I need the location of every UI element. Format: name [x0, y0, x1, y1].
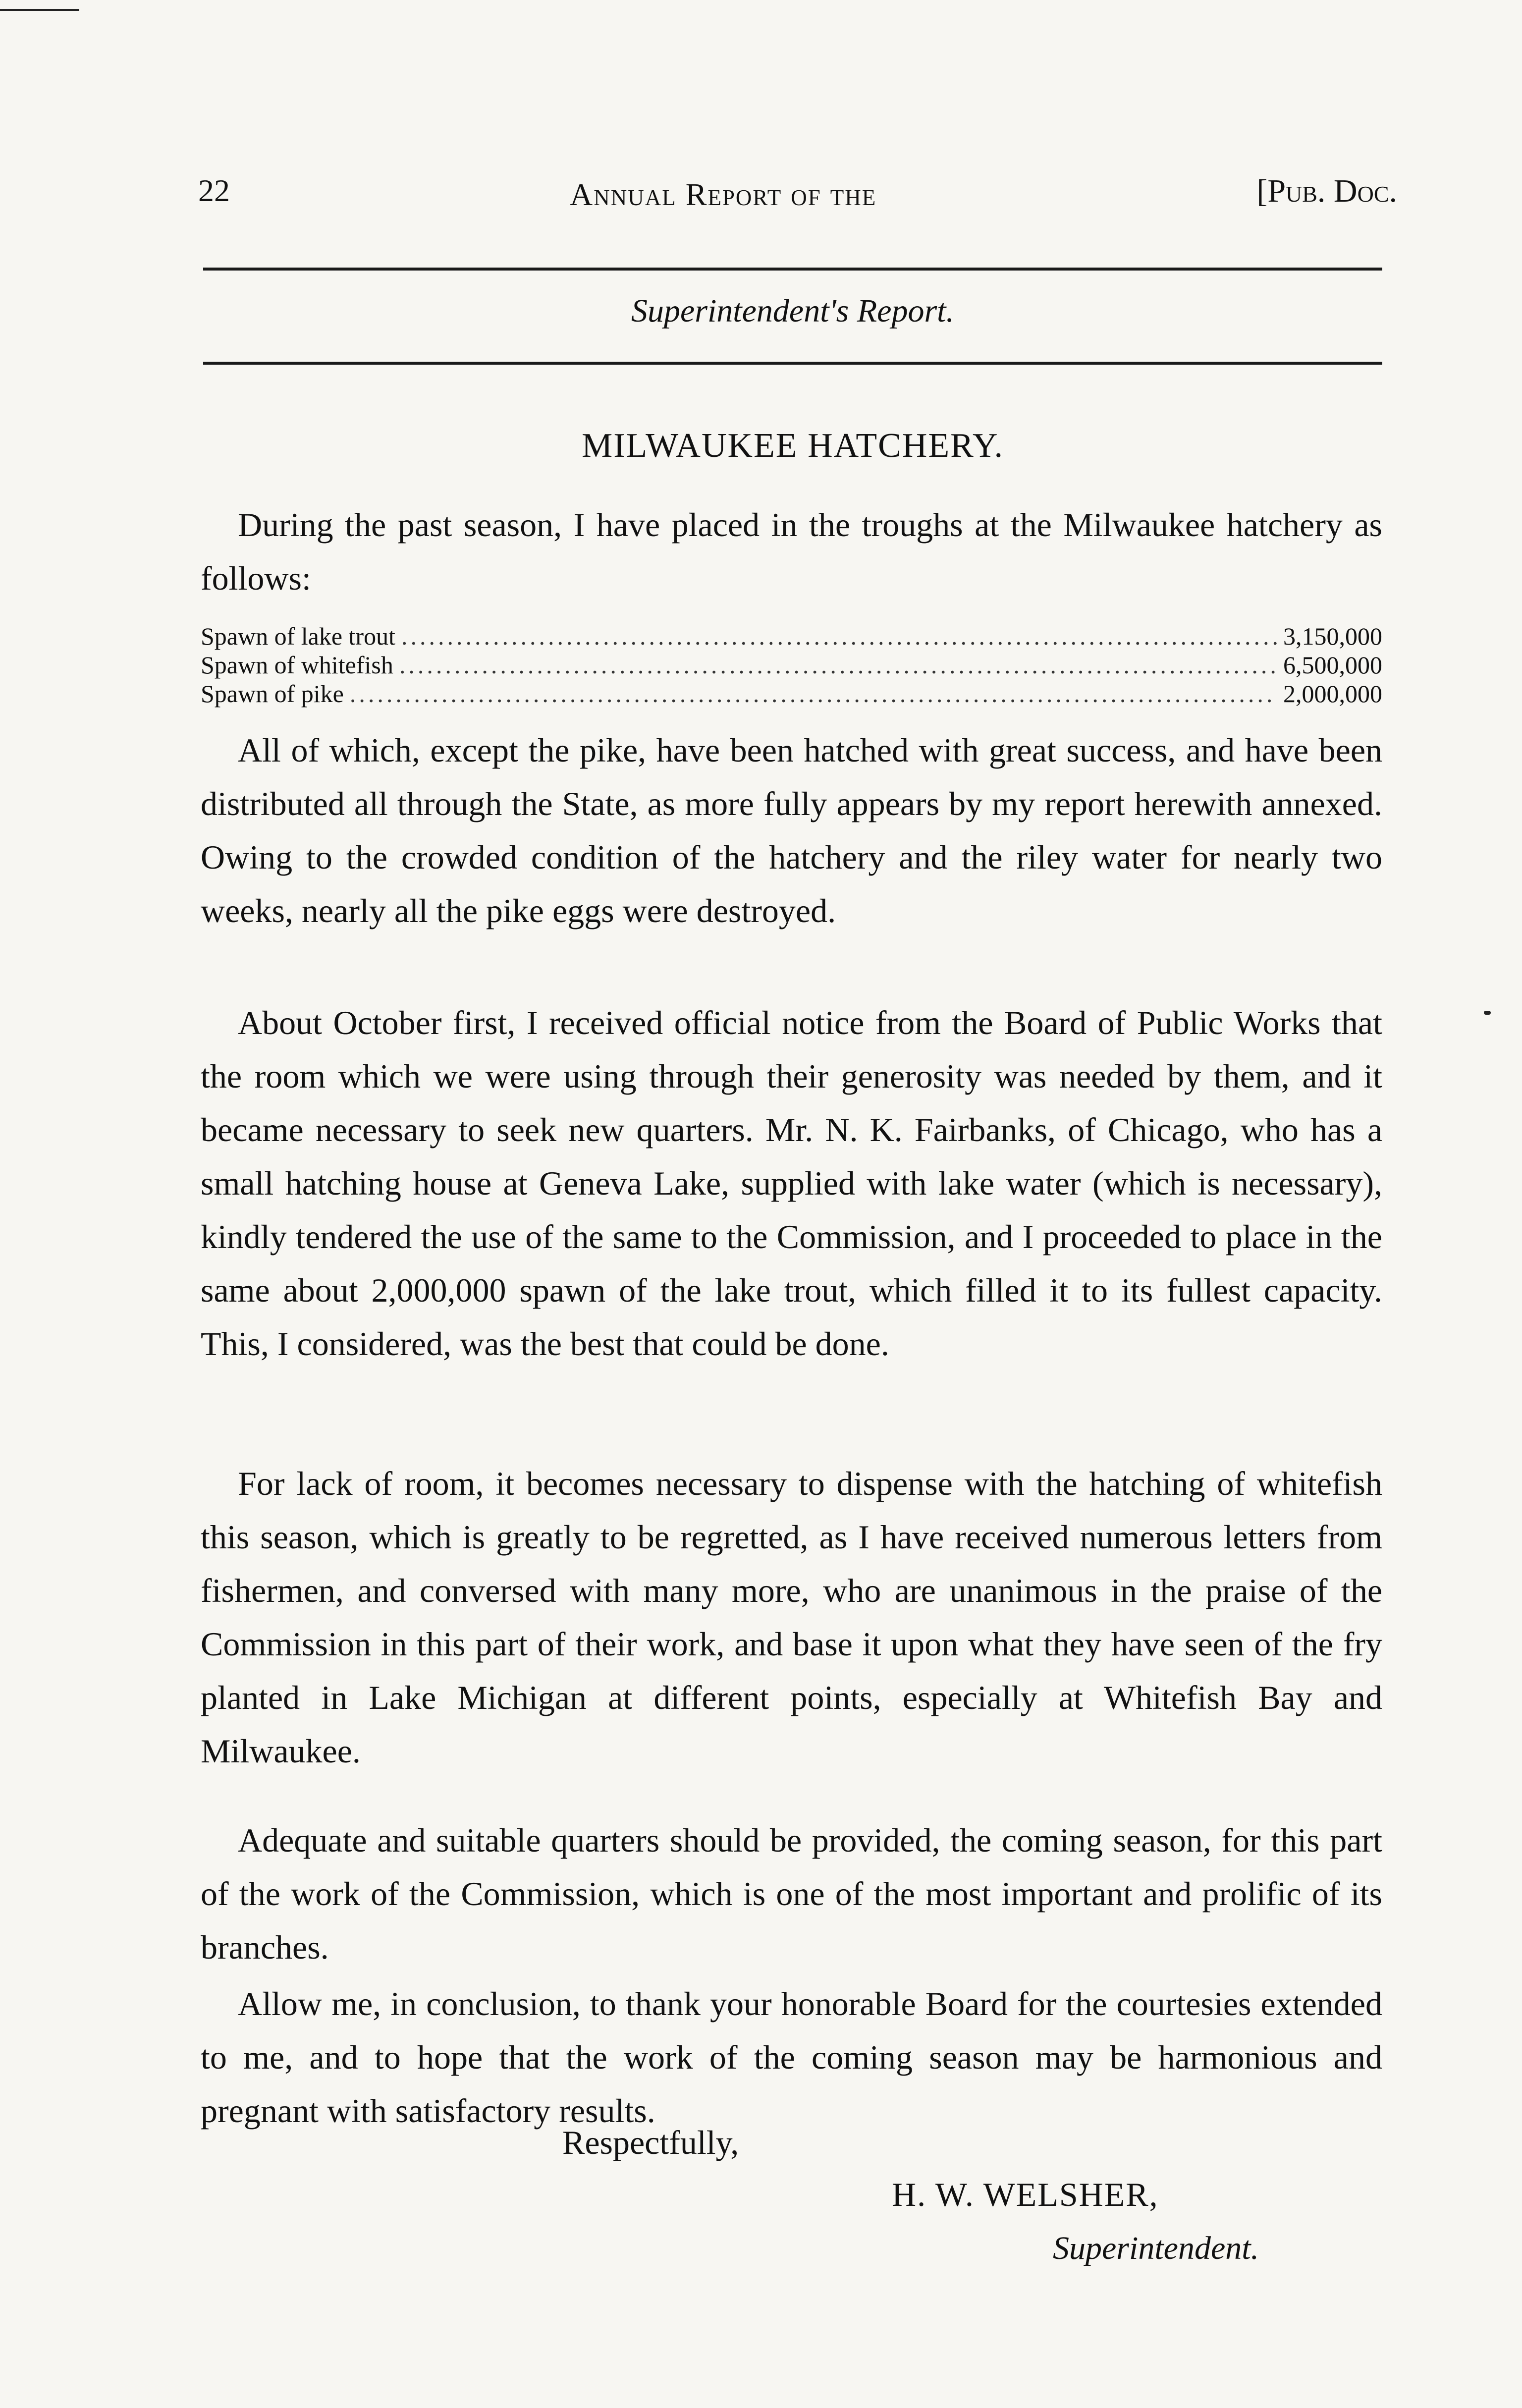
- body-paragraph: All of which, except the pike, have been hatched with great success, and have been distributed all through the State, as more fully appears by my report herewith annexed. Owing to the crowded condition of the hatchery and the riley water for nearly two weeks, nearly all the pike eggs were destroyed.: [201, 731, 1382, 930]
- running-header: [198, 172, 1397, 217]
- ink-speck: [1484, 1011, 1491, 1015]
- signer-title: Superintendent.: [1053, 2230, 1259, 2266]
- closing: Respectfully,: [562, 2124, 739, 2161]
- spawn-label: Spawn of whitefish: [201, 651, 393, 679]
- dot-leader: [399, 651, 1277, 679]
- bottom-rule: [203, 362, 1382, 365]
- list-item: [201, 651, 1382, 679]
- section-heading: Superintendent's Report.: [631, 293, 954, 329]
- page-title: MILWAUKEE HATCHERY.: [581, 427, 1004, 465]
- page-number: 22: [198, 173, 230, 208]
- running-title: Annual Report of the: [570, 177, 877, 212]
- signature: H. W. WELSHER,: [892, 2176, 1159, 2213]
- corner-mark: [0, 9, 79, 11]
- list-item: [201, 679, 1382, 708]
- spawn-label: Spawn of lake trout: [201, 622, 395, 650]
- spawn-label: Spawn of pike: [201, 680, 344, 708]
- body-paragraph: Allow me, in conclusion, to thank your honorable Board for the courtesies extended to me, and to hope that the work of the coming season may be harmonious and pregnant with satisfactory results.: [201, 1985, 1382, 2130]
- spawn-count: 2,000,000: [1283, 680, 1382, 708]
- dot-leader: [350, 679, 1277, 708]
- top-rule: [203, 268, 1382, 271]
- spawn-count: 3,150,000: [1283, 622, 1382, 650]
- body-paragraph: For lack of room, it becomes necessary to dispense with the hatching of whitefish this season, which is greatly to be regretted, as I have received numerous letters from fishermen, and conversed with many more, who are unanimous in the praise of the Commission in this part of their work, and base it upon what they have seen of the fry planted in Lake Michigan at different points, especially at Whitefish Bay and Milwaukee.: [201, 1465, 1382, 1770]
- document-tag: [Pub. Doc.: [1256, 173, 1397, 209]
- body-paragraph: About October first, I received official notice from the Board of Public Works that the room which we were using through their generosity was needed by them, and it became necessary to seek new quarters. Mr. N. K. Fairbanks, of Chicago, who has a small hatching house at Geneva Lake, supplied with lake water (which is necessary), kindly tendered the use of the same to the Commission, and I proceeded to place in the same about 2,000,000 spawn of the lake trout, which filled it to its fullest capacity. This, I considered, was the best that could be done.: [201, 1004, 1382, 1363]
- list-item: [201, 622, 1382, 651]
- spawn-count: 6,500,000: [1283, 651, 1382, 679]
- intro-paragraph: During the past season, I have placed in the troughs at the Milwaukee hatchery as follows:: [201, 506, 1382, 597]
- spawn-list: [201, 622, 1382, 708]
- body-paragraph: Adequate and suitable quarters should be provided, the coming season, for this part of the work of the Commission, which is one of the most important and prolific of its branches.: [201, 1821, 1382, 1966]
- dot-leader: [401, 622, 1277, 651]
